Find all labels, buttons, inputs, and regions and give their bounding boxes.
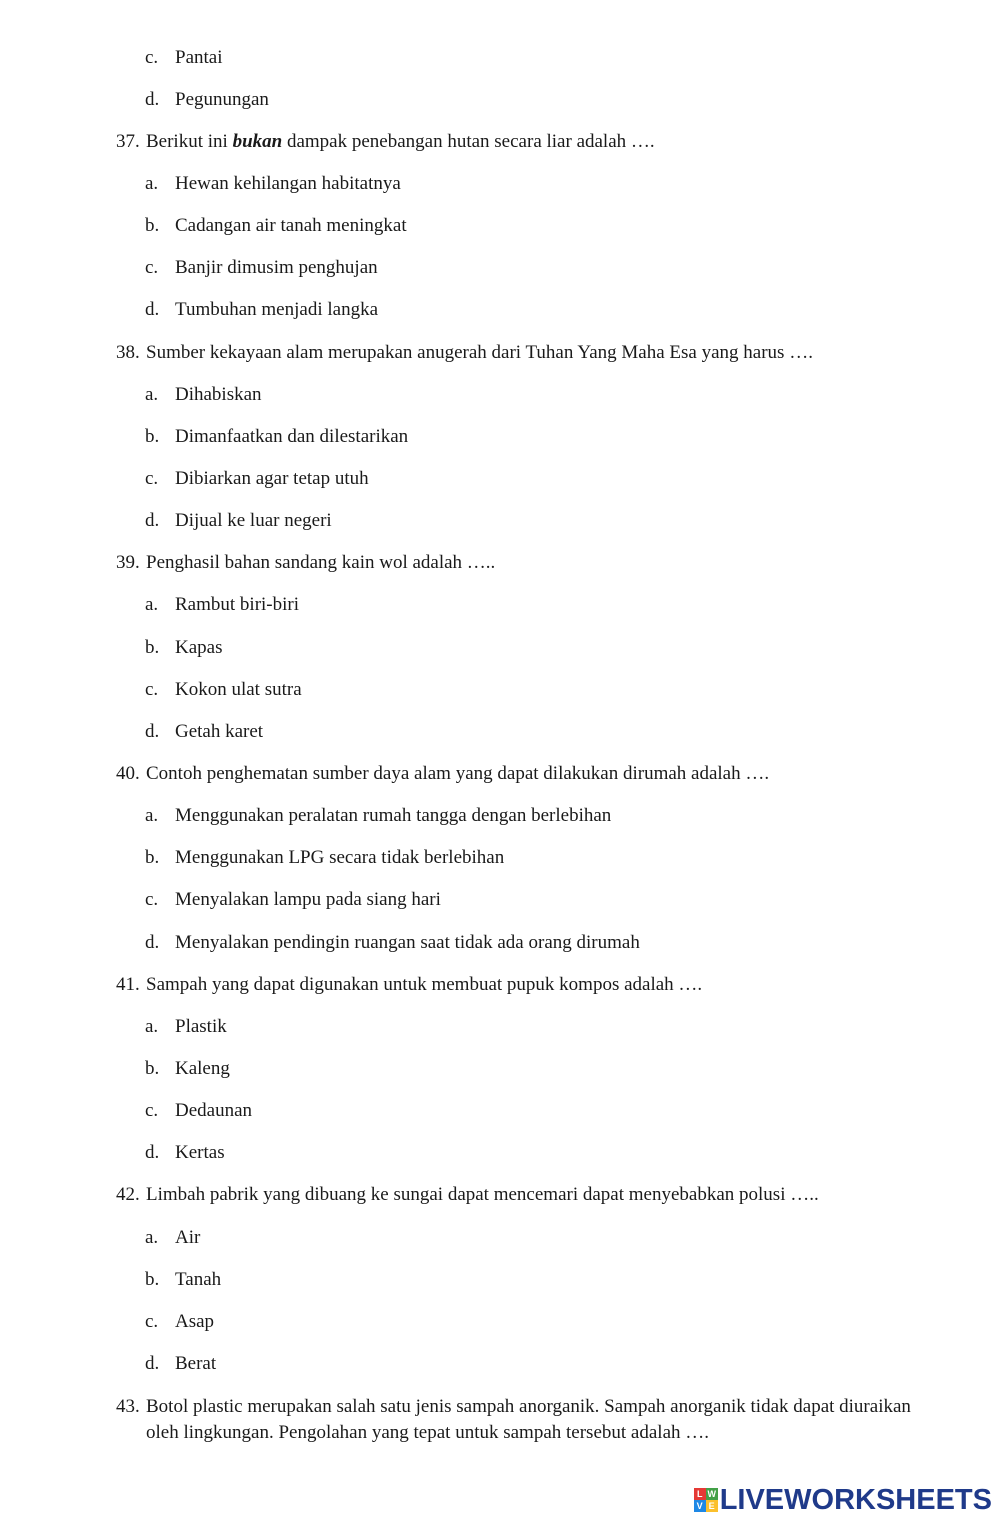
question-text: Sumber kekayaan alam merupakan anugerah dari Tuhan Yang Maha Esa yang harus ….	[146, 342, 813, 363]
option-text: Pantai	[175, 47, 223, 68]
question-text: Penghasil bahan sandang kain wol adalah …..	[146, 552, 496, 573]
option-letter: d.	[145, 1142, 160, 1163]
option-item[interactable]	[145, 383, 262, 407]
option-text: Tumbuhan menjadi langka	[175, 299, 378, 320]
option-item[interactable]	[145, 46, 223, 70]
option-letter: a.	[145, 1227, 159, 1248]
option-item[interactable]	[145, 846, 504, 870]
question-38	[116, 341, 813, 365]
option-text: Cadangan air tanah meningkat	[175, 215, 407, 236]
option-item[interactable]	[145, 509, 332, 533]
question-number: 41.	[116, 974, 140, 995]
option-letter: c.	[145, 1311, 159, 1332]
option-text: Kapas	[175, 637, 223, 658]
option-text: Rambut biri-biri	[175, 594, 300, 615]
option-letter: b.	[145, 1058, 160, 1079]
option-text: Menggunakan peralatan rumah tangga dengan berlebihan	[175, 805, 612, 826]
option-item[interactable]	[145, 214, 407, 238]
option-letter: b.	[145, 847, 160, 868]
option-letter: d.	[145, 89, 160, 110]
option-item[interactable]	[145, 172, 401, 196]
question-text: Sampah yang dapat digunakan untuk membuat pupuk kompos adalah ….	[146, 974, 703, 995]
liveworksheets-logo-icon	[694, 1488, 718, 1512]
question-40	[116, 762, 769, 786]
option-text: Menyalakan pendingin ruangan saat tidak ada orang dirumah	[175, 932, 640, 953]
option-item[interactable]	[145, 636, 222, 660]
question-37	[116, 130, 655, 154]
option-item[interactable]	[145, 467, 369, 491]
option-text: Menggunakan LPG secara tidak berlebihan	[175, 847, 505, 868]
option-letter: d.	[145, 299, 160, 320]
option-item[interactable]	[145, 1015, 227, 1039]
option-item[interactable]	[145, 1310, 214, 1334]
question-39	[116, 551, 495, 575]
option-text: Getah karet	[175, 721, 264, 742]
question-number: 39.	[116, 552, 140, 573]
option-item[interactable]	[145, 888, 441, 912]
option-letter: d.	[145, 510, 160, 531]
option-letter: a.	[145, 1016, 159, 1037]
option-text: Kokon ulat sutra	[175, 679, 302, 700]
option-letter: d.	[145, 932, 160, 953]
option-item[interactable]	[145, 804, 611, 828]
option-text: Kaleng	[175, 1058, 230, 1079]
option-text: Dimanfaatkan dan dilestarikan	[175, 426, 409, 447]
option-text: Tanah	[175, 1269, 222, 1290]
logo-letter: L	[694, 1488, 706, 1500]
option-text: Pegunungan	[175, 89, 269, 110]
option-letter: b.	[145, 426, 160, 447]
question-41	[116, 973, 702, 997]
question-text: Limbah pabrik yang dibuang ke sungai dapat mencemari dapat menyebabkan polusi …..	[146, 1184, 819, 1205]
option-letter: a.	[145, 173, 159, 194]
option-letter: b.	[145, 637, 160, 658]
option-letter: b.	[145, 215, 160, 236]
option-item[interactable]	[145, 425, 408, 449]
option-letter: d.	[145, 1353, 160, 1374]
logo-letter: W	[707, 1489, 716, 1499]
option-item[interactable]	[145, 256, 378, 280]
option-text: Plastik	[175, 1016, 227, 1037]
option-item[interactable]	[145, 1099, 252, 1123]
option-text: Dihabiskan	[175, 384, 262, 405]
option-letter: c.	[145, 889, 159, 910]
question-42	[116, 1183, 819, 1207]
option-item[interactable]	[145, 678, 302, 702]
option-letter: d.	[145, 721, 160, 742]
question-43	[116, 1394, 946, 1446]
option-item[interactable]	[145, 1352, 216, 1376]
option-letter: c.	[145, 1100, 159, 1121]
question-number: 38.	[116, 342, 140, 363]
question-number: 43.	[116, 1396, 140, 1417]
question-text: dampak penebangan hutan secara liar adalah ….	[282, 131, 655, 152]
question-number: 40.	[116, 763, 140, 784]
option-item[interactable]	[145, 720, 263, 744]
option-letter: a.	[145, 384, 159, 405]
logo-letter: V	[694, 1500, 706, 1512]
option-item[interactable]	[145, 1268, 221, 1292]
logo-letter: E	[706, 1500, 718, 1512]
option-letter: c.	[145, 679, 159, 700]
liveworksheets-logo	[694, 1482, 992, 1518]
question-number: 42.	[116, 1184, 140, 1205]
option-letter: a.	[145, 805, 159, 826]
brand-name: LIVEWORKSHEETS	[719, 1483, 992, 1516]
option-text: Hewan kehilangan habitatnya	[175, 173, 401, 194]
option-text: Berat	[175, 1353, 217, 1374]
option-letter: c.	[145, 468, 159, 489]
question-text: Berikut ini	[146, 131, 233, 152]
question-text: Botol plastic merupakan salah satu jenis sampah anorganik. Sampah anorganik tidak dapat diuraikan oleh lingkungan. Pengolahan yang tepat untuk sampah tersebut adalah ….	[146, 1396, 911, 1443]
option-letter: c.	[145, 47, 159, 68]
option-text: Menyalakan lampu pada siang hari	[175, 889, 441, 910]
option-letter: b.	[145, 1269, 160, 1290]
option-item[interactable]	[145, 1141, 225, 1165]
option-text: Asap	[175, 1311, 215, 1332]
option-text: Banjir dimusim penghujan	[175, 257, 378, 278]
question-text: Contoh penghematan sumber daya alam yang dapat dilakukan dirumah adalah ….	[146, 763, 770, 784]
option-item[interactable]	[145, 1226, 200, 1250]
option-item[interactable]	[145, 298, 378, 322]
option-item[interactable]	[145, 88, 269, 112]
option-item[interactable]	[145, 931, 640, 955]
question-number: 37.	[116, 131, 140, 152]
option-text: Kertas	[175, 1142, 225, 1163]
option-item[interactable]	[145, 593, 299, 617]
option-text: Dedaunan	[175, 1100, 253, 1121]
option-letter: c.	[145, 257, 159, 278]
option-item[interactable]	[145, 1057, 230, 1081]
option-text: Air	[175, 1227, 201, 1248]
option-text: Dibiarkan agar tetap utuh	[175, 468, 369, 489]
option-letter: a.	[145, 594, 159, 615]
option-text: Dijual ke luar negeri	[175, 510, 332, 531]
question-emphasis: bukan	[232, 131, 283, 152]
